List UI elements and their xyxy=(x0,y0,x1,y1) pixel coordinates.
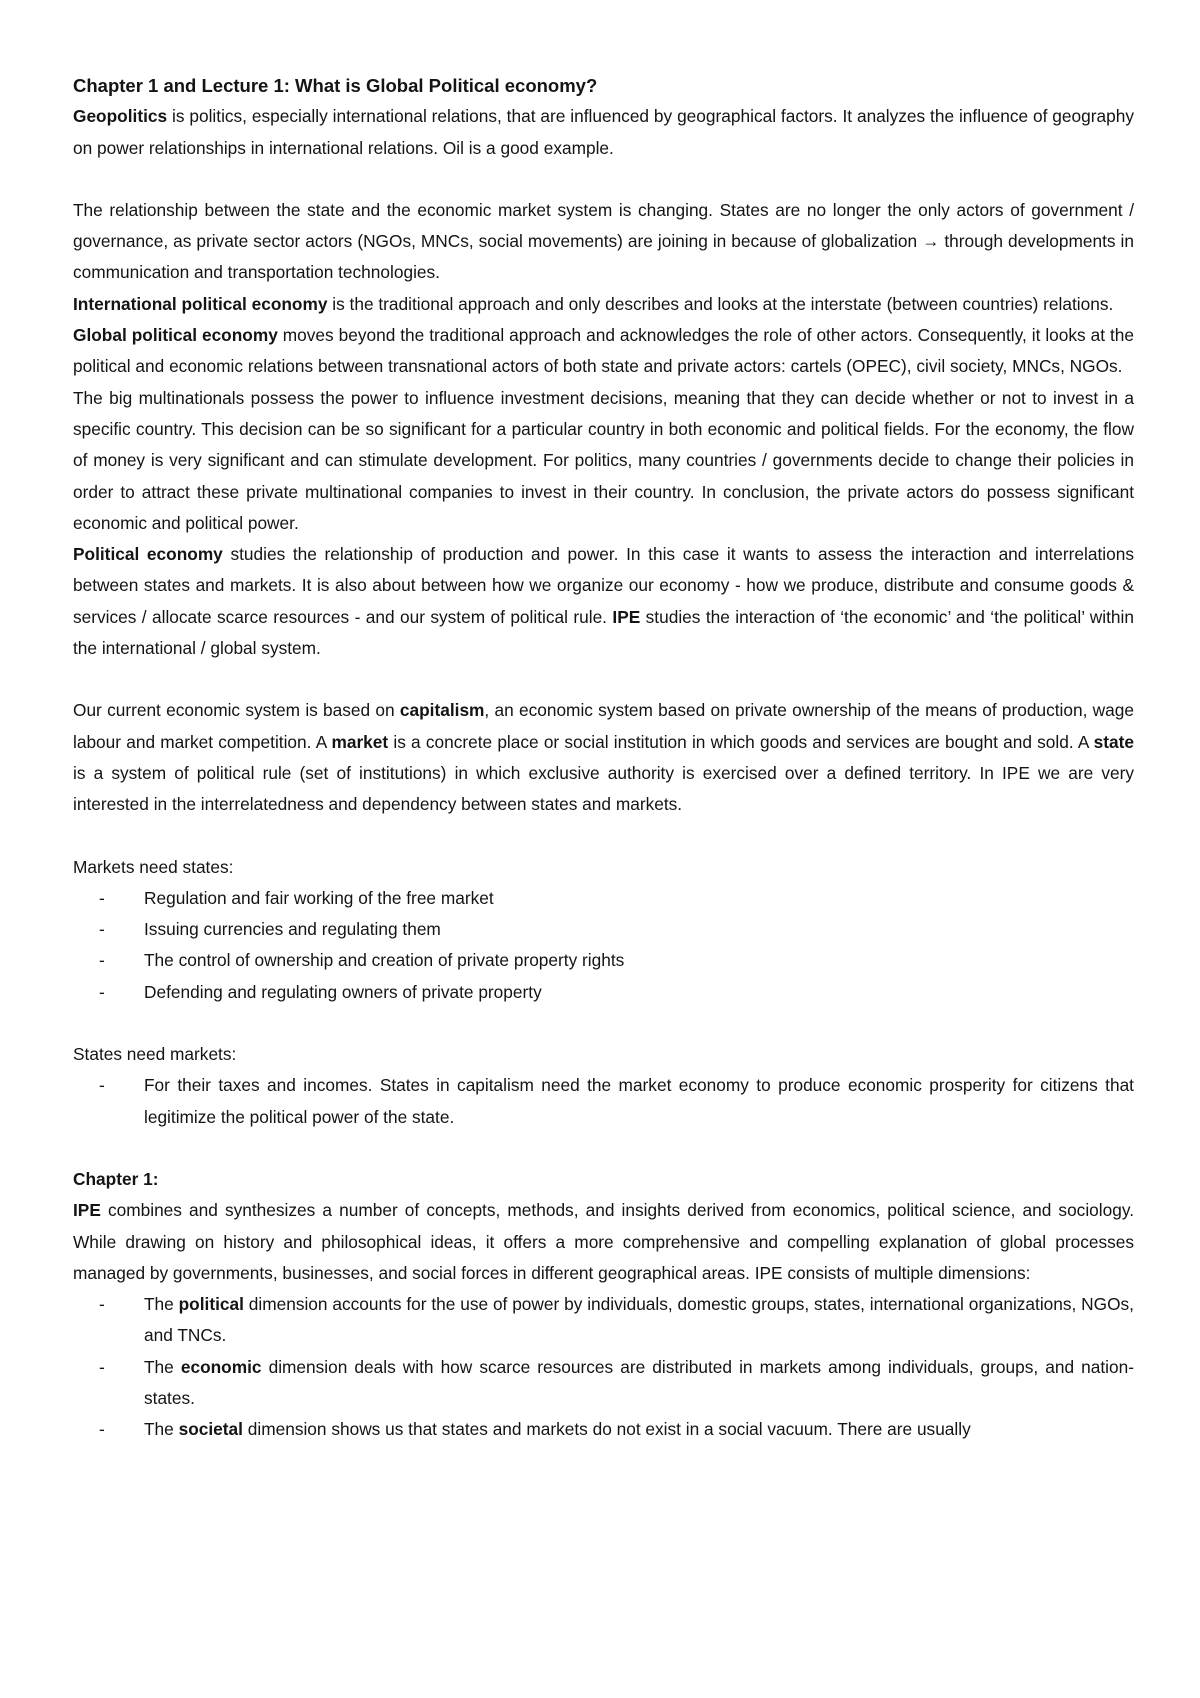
list-item-societal-dimension: - The societal dimension shows us that states and markets do not exist in a social vacuum. There are usually xyxy=(144,1414,1134,1445)
markets-need-states-list xyxy=(73,883,1134,1008)
paragraph-capitalism: Our current economic system is based on capitalism, an economic system based on private ownership of the means of production, wage labour and market competition. A market is a concrete place or social institution in which goods and services are bought and sold. A state is a system of political rule (set of institutions) in which exclusive authority is exercised over a defined territory. In IPE we are very interested in the interrelatedness and dependency between states and markets. xyxy=(73,700,1134,815)
term-ipe: IPE xyxy=(612,606,641,627)
term-geopolitics: Geopolitics xyxy=(73,106,168,127)
markets-need-states-heading: Markets need states: xyxy=(73,856,234,877)
states-need-markets-heading: States need markets: xyxy=(73,1044,237,1065)
paragraph-multinationals: The big multinationals possess the power to influence investment decisions, meaning that they can decide whether or not to invest in a specific country. This decision can be so significant for a particular country in both economic and political fields. For the economy, the flow of money is very significant and can stimulate development. For politics, many countries / governments decide to change their policies in order to attract these private multinational companies to invest in their country. In conclusion, the private actors do possess significant economic and political power. xyxy=(73,387,1134,533)
ipe-dimensions-list xyxy=(73,1289,1134,1445)
paragraph-political-economy: Political economy studies the relationship of production and power. In this case it wants to assess the interaction and interrelations between states and markets. It is also about between how we organize our economy - how we produce, distribute and consume goods & services / allocate scarce resources - and our system of political rule. IPE studies the interaction of ‘the economic’ and ‘the political’ within the international / global system. xyxy=(73,544,1134,659)
spacer xyxy=(73,164,1134,195)
list-item: - Issuing currencies and regulating them xyxy=(144,914,1134,945)
chapter-1-heading: Chapter 1: xyxy=(73,1168,159,1189)
list-item: - The control of ownership and creation of private property rights xyxy=(144,945,1134,976)
paragraph-geopolitics: Geopolitics is politics, especially international relations, that are influenced by geographical factors. It analyzes the influence of geography on power relationships in international relations. Oil is a good example. xyxy=(73,106,1134,158)
spacer xyxy=(73,821,1134,852)
paragraph-ipe-traditional: International political economy is the traditional approach and only describes and looks at the interstate (between countries) relations. xyxy=(73,293,1114,314)
spacer xyxy=(73,1133,1134,1164)
term-market: market xyxy=(331,731,389,752)
states-need-markets-list xyxy=(73,1070,1134,1133)
paragraph-state-market: The relationship between the state and the economic market system is changing. States are no longer the only actors of government / governance, as private sector actors (NGOs, MNCs, social movements) are joining in because of globalization → through developments in communication and transportation technologies. xyxy=(73,199,1134,283)
term-state: state xyxy=(1093,731,1134,752)
spacer xyxy=(73,664,1134,695)
term-global-political-economy: Global political economy xyxy=(73,325,278,346)
term-ipe: IPE xyxy=(73,1200,101,1221)
page-title: Chapter 1 and Lecture 1: What is Global Political economy? xyxy=(73,75,598,96)
list-item: - Regulation and fair working of the free market xyxy=(144,883,1134,914)
term-political-economy: Political economy xyxy=(73,544,223,565)
term-capitalism: capitalism xyxy=(399,700,485,721)
list-item-political-dimension: - The political dimension accounts for the use of power by individuals, domestic groups, states, international organizations, NGOs, and TNCs. xyxy=(144,1289,1134,1352)
paragraph-ipe-dimensions: IPE combines and synthesizes a number of concepts, methods, and insights derived from economics, political science, and sociology. While drawing on history and philosophical ideas, it offers a more comprehensive and compelling explanation of global processes managed by governments, businesses, and social forces in different geographical areas. IPE consists of multiple dimensions: xyxy=(73,1200,1134,1283)
list-item: - For their taxes and incomes. States in capitalism need the market economy to produce economic prosperity for citizens that legitimize the political power of the state. xyxy=(144,1070,1134,1133)
paragraph-global-political-economy: Global political economy moves beyond the traditional approach and acknowledges the role of other actors. Consequently, it looks at the political and economic relations between transnational actors of both state and private actors: cartels (OPEC), civil society, MNCs, NGOs. xyxy=(73,325,1134,377)
list-item: - Defending and regulating owners of private property xyxy=(144,977,1134,1008)
term-international-political-economy: International political economy xyxy=(73,293,328,314)
spacer xyxy=(73,1008,1134,1039)
list-item-economic-dimension: - The economic dimension deals with how scarce resources are distributed in markets among individuals, groups, and nation-states. xyxy=(144,1352,1134,1415)
